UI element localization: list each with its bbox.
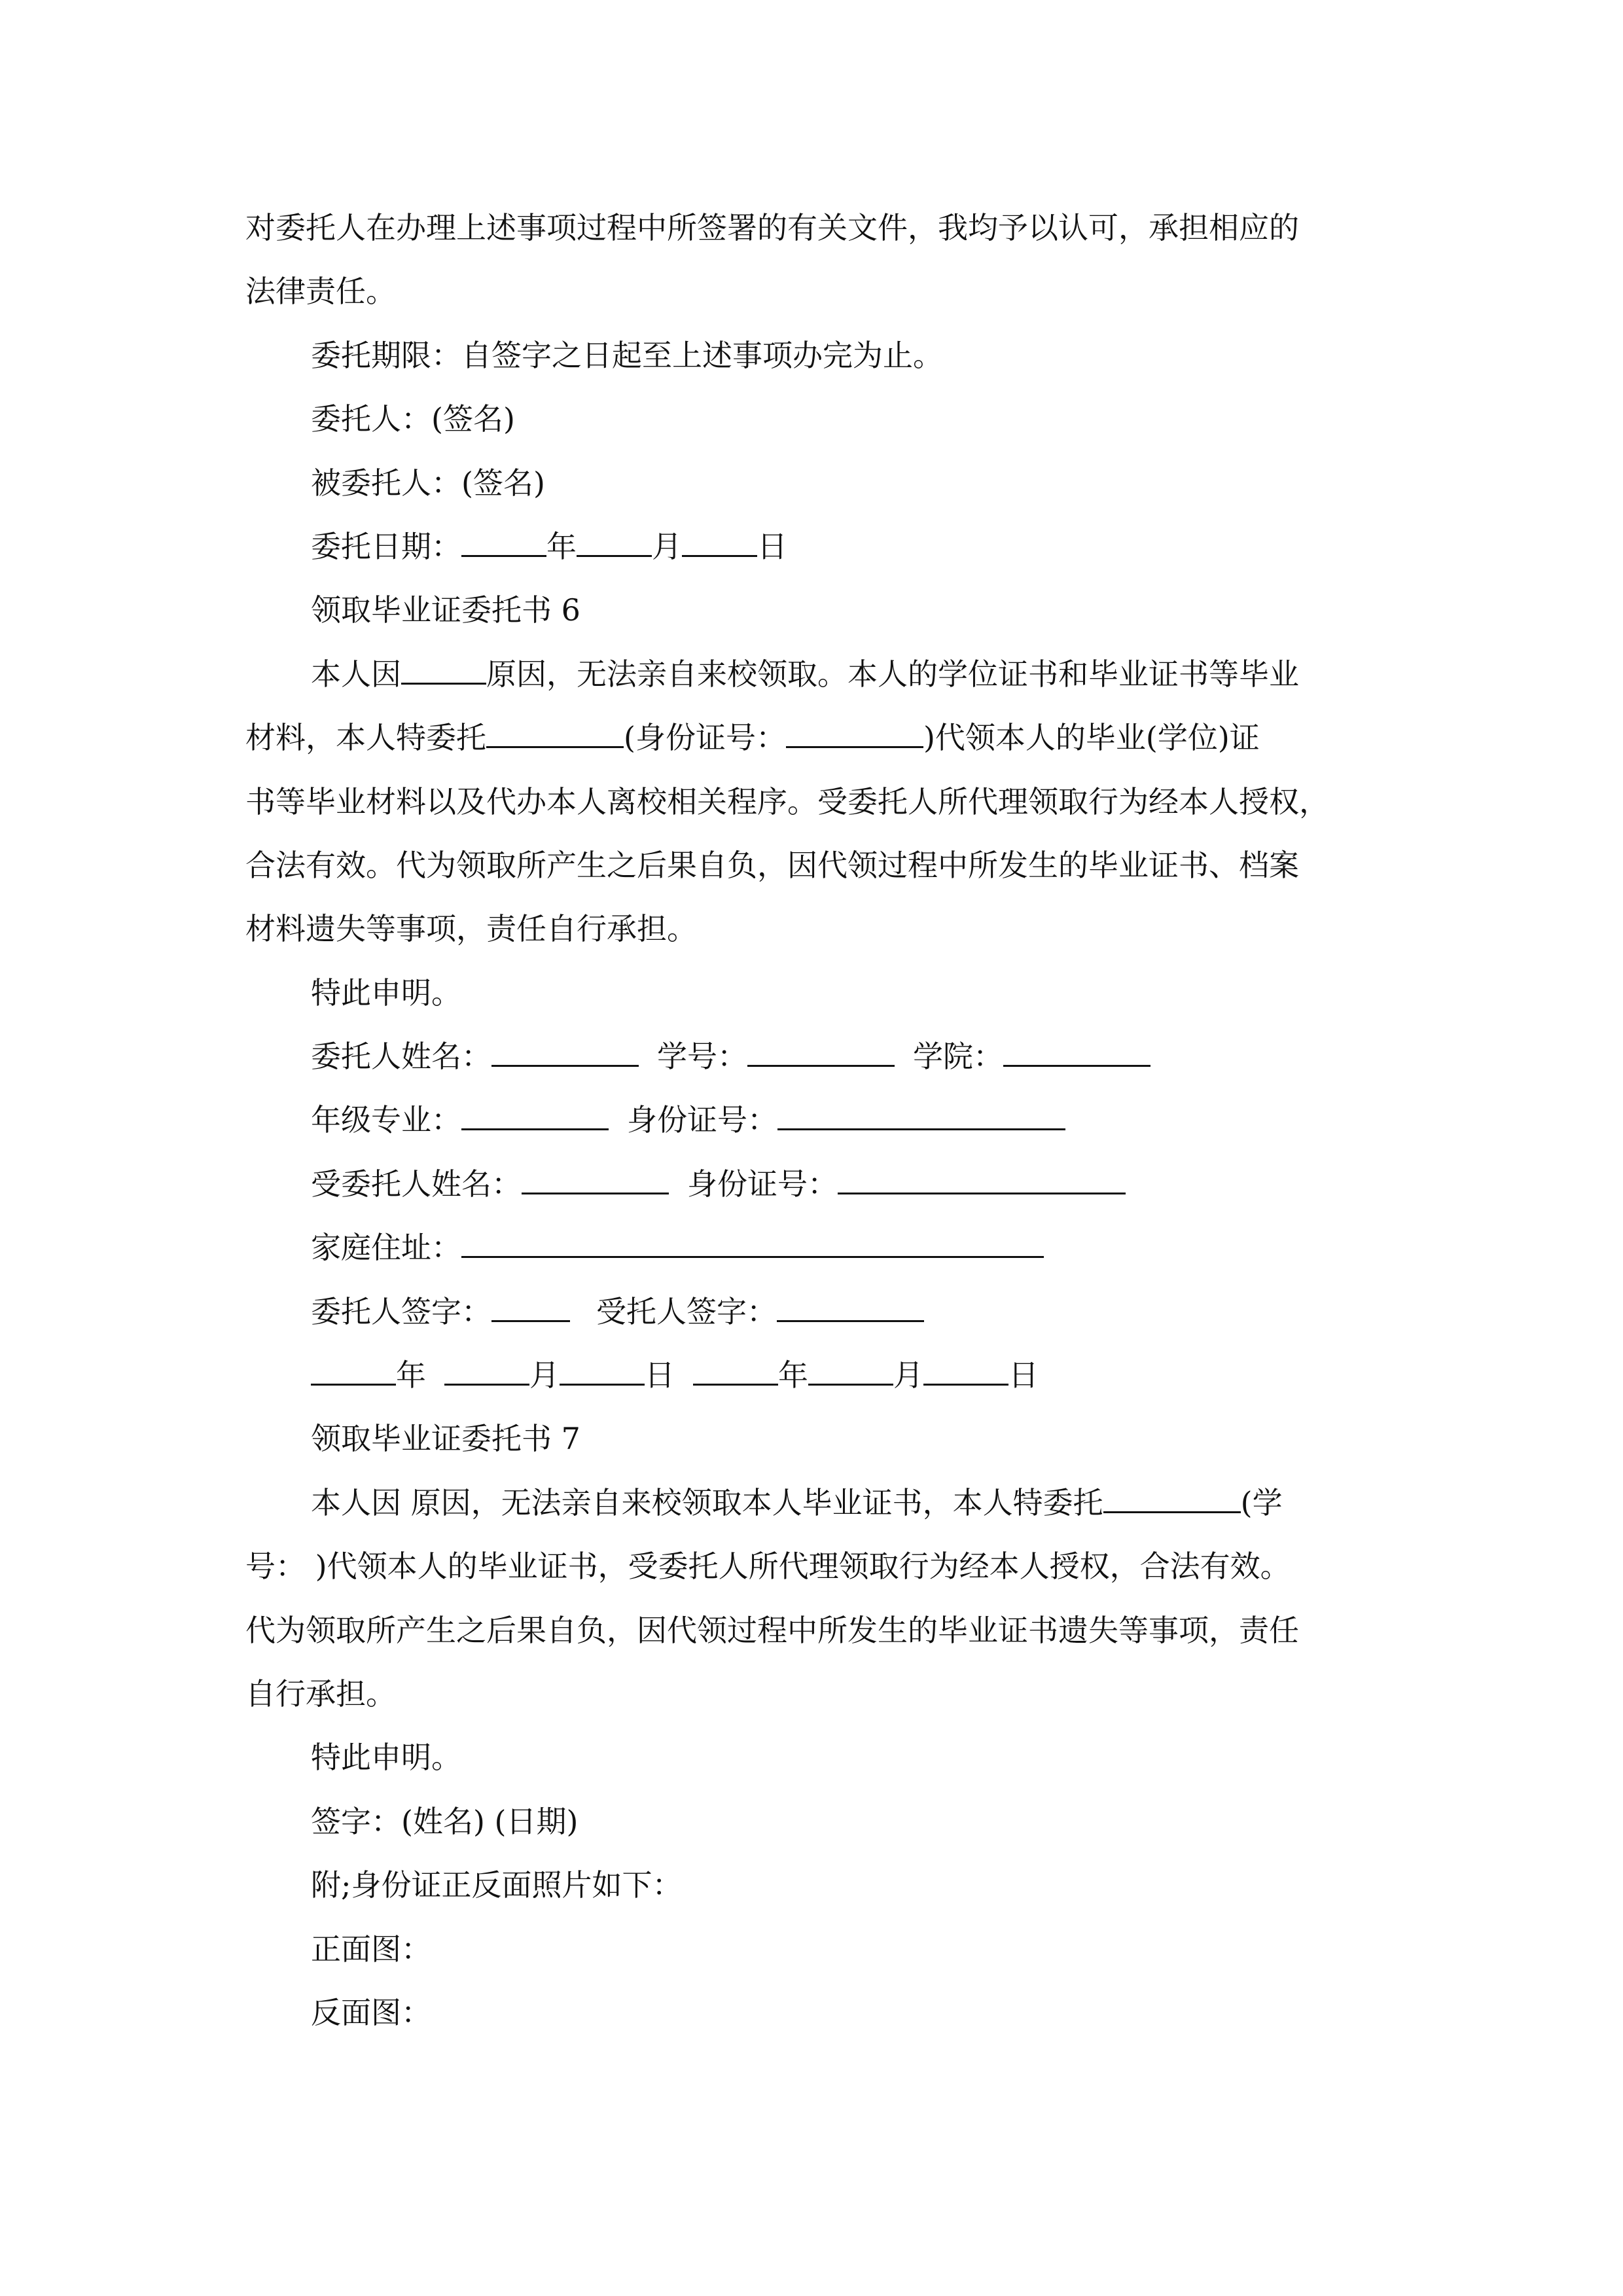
address-line: [245, 1216, 1381, 1280]
grade-major-blank: [461, 1090, 609, 1130]
term-line: 委托期限：自签字之日起至上述事项办完为止。: [311, 337, 943, 373]
date2-day-label: 日: [1008, 1357, 1039, 1393]
month-label: 月: [652, 528, 682, 564]
date1-year-label: 年: [396, 1357, 426, 1393]
grade-major-label: 年级专业：: [311, 1102, 461, 1138]
date2-day-blank: [923, 1346, 1008, 1386]
date1-month-label: 月: [529, 1357, 560, 1393]
section6-paragraph-line-1: [245, 643, 1381, 706]
document-page: [245, 196, 1381, 2045]
section7-signature: 签字：(姓名) (日期): [311, 1803, 579, 1839]
section6-paragraph-line-4: 合法有效。代为领取所产生之后果自负，因代领过程中所发生的毕业证书、档案: [245, 847, 1299, 883]
date1-month-blank: [444, 1346, 529, 1386]
signature-fields-line: [245, 1280, 1381, 1344]
date2-year-blank: [693, 1346, 778, 1386]
section7-paragraph-line-2: 号： )代领本人的毕业证书，受委托人所代理领取行为经本人授权，合法有效。: [245, 1549, 1291, 1585]
section6-paragraph-line-2: [245, 706, 1381, 770]
college-blank: [1003, 1027, 1150, 1067]
year-label: 年: [546, 528, 577, 564]
reason-blank: [401, 645, 486, 685]
section7-p1-b: (学: [1240, 1484, 1283, 1520]
day-blank: [682, 517, 757, 557]
continuation-line-2: 法律责任。: [245, 274, 396, 310]
address-blank: [461, 1218, 1044, 1258]
principal-id-blank: [777, 1090, 1065, 1130]
section6-p2-b: (身份证号：: [624, 720, 786, 756]
section7-declaration: 特此申明。: [311, 1740, 461, 1776]
agent-signature-line: 被委托人：(签名): [311, 465, 545, 501]
agent-id-label: 身份证号：: [687, 1166, 838, 1202]
section7-paragraph-line-4: 自行承担。: [245, 1676, 396, 1712]
section6-p2-a: 材料，本人特委托: [245, 720, 486, 756]
section6-declaration: 特此申明。: [311, 975, 461, 1011]
date1-year-blank: [311, 1346, 396, 1386]
section6-paragraph-line-3: 书等毕业材料以及代办本人离校相关程序。受委托人所代理领取行为经本人授权，: [245, 783, 1329, 819]
year-blank: [461, 517, 546, 557]
student-no-blank: [747, 1027, 895, 1067]
entrust-date-line: [245, 515, 1381, 579]
id-front-label: 正面图：: [311, 1931, 431, 1967]
section6-p1-b: 原因，无法亲自来校领取。本人的学位证书和毕业证书等毕业: [486, 656, 1299, 692]
continuation-line-1: 对委托人在办理上述事项过程中所签署的有关文件，我均予以认可，承担相应的: [245, 210, 1299, 245]
agent-id-blank: [838, 1155, 1126, 1194]
section7-p1-a: 本人因 原因，无法亲自来校领取本人毕业证书，本人特委托: [311, 1484, 1103, 1520]
date2-year-label: 年: [778, 1357, 808, 1393]
student-no-label: 学号：: [657, 1039, 747, 1075]
entrust-date-label: 委托日期：: [311, 528, 461, 564]
agent-name-label: 受委托人姓名：: [311, 1166, 522, 1202]
principal-name-blank: [491, 1027, 639, 1067]
day-label: 日: [757, 528, 787, 564]
section7-entrusted-blank: [1103, 1473, 1241, 1513]
id-number-label: 身份证号：: [627, 1102, 777, 1138]
agent-sign-label: 受托人签字：: [596, 1293, 777, 1329]
attachment-note: 附;身份证正反面照片如下：: [311, 1867, 683, 1903]
section7-title: 领取毕业证委托书 7: [311, 1421, 580, 1457]
principal-sign-blank: [491, 1282, 570, 1322]
date2-month-blank: [808, 1346, 893, 1386]
date1-day-label: 日: [645, 1357, 675, 1393]
agent-info-line: [245, 1153, 1381, 1216]
section6-paragraph-line-5: 材料遗失等事项，责任自行承担。: [245, 911, 697, 947]
agent-sign-blank: [777, 1282, 924, 1322]
agent-name-blank: [522, 1155, 669, 1194]
college-label: 学院：: [913, 1039, 1003, 1075]
grade-id-line: [245, 1088, 1381, 1152]
section6-p1-a: 本人因: [311, 656, 401, 692]
section6-dates-line: [245, 1344, 1381, 1407]
date1-day-blank: [560, 1346, 645, 1386]
month-blank: [577, 517, 652, 557]
date2-month-label: 月: [893, 1357, 923, 1393]
principal-sign-label: 委托人签字：: [311, 1293, 491, 1329]
section6-p2-c: )代领本人的毕业(学位)证: [923, 720, 1260, 756]
id-number-blank: [786, 708, 923, 748]
principal-signature-line: 委托人：(签名): [311, 401, 515, 437]
section7-paragraph-line-3: 代为领取所产生之后果自负，因代领过程中所发生的毕业证书遗失等事项，责任: [245, 1612, 1299, 1648]
section6-title: 领取毕业证委托书 6: [311, 592, 580, 628]
entrusted-person-blank: [486, 708, 624, 748]
principal-info-line: [245, 1025, 1381, 1088]
section7-paragraph-line-1: [245, 1471, 1381, 1535]
id-back-label: 反面图：: [311, 1994, 431, 2030]
address-label: 家庭住址：: [311, 1230, 461, 1266]
principal-name-label: 委托人姓名：: [311, 1039, 491, 1075]
